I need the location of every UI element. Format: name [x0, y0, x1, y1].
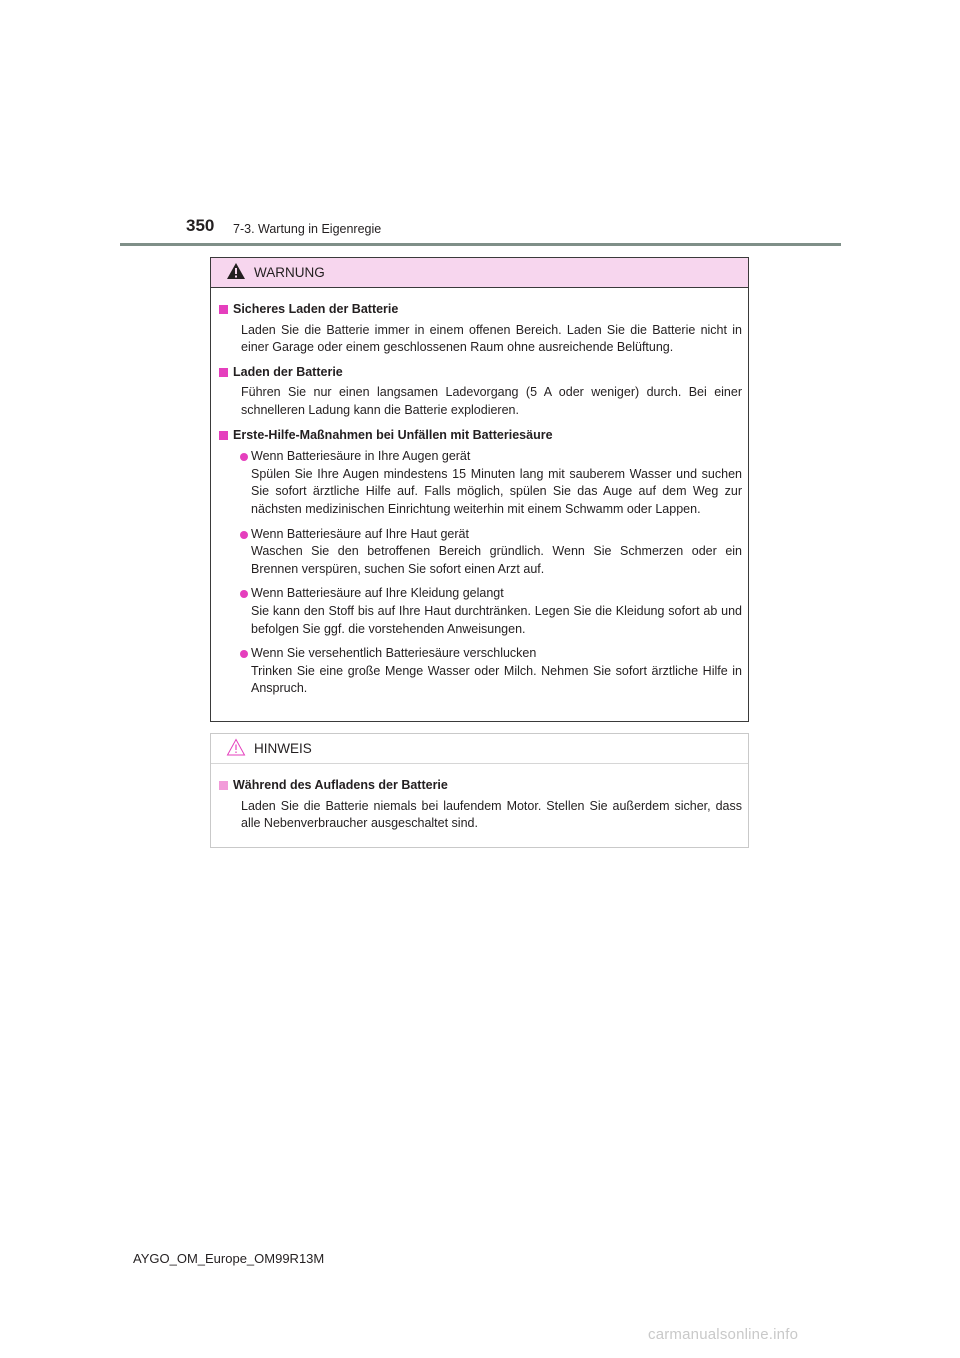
list-item: Wenn Batteriesäure in Ihre Augen gerät Spülen Sie Ihre Augen mindestens 15 Minuten lang mit sauberem Wasser und suchen Sie sofort ärztliche Hilfe auf. Falls möglich, spülen Sie das Auge auf dem Weg zur nächsten medizinischen Einrichtung weiterhin mit einem Schwamm oder Lappen. [219, 448, 742, 518]
circle-bullet-icon [240, 453, 248, 461]
square-bullet-icon [219, 781, 228, 790]
circle-bullet-icon [240, 531, 248, 539]
warning-box [210, 257, 749, 722]
warning-triangle-icon [226, 262, 246, 280]
notice-triangle-icon [226, 738, 246, 756]
square-bullet-icon [219, 368, 228, 377]
square-bullet-icon [219, 431, 228, 440]
warning-heading-2: Laden der Batterie [219, 364, 742, 382]
warning-text-1: Laden Sie die Batterie immer in einem offenen Bereich. Laden Sie die Batterie nicht in einer Garage oder einem geschlossenen Raum ohne ausreichende Belüftung. [241, 322, 742, 355]
watermark: carmanualsonline.info [648, 1326, 799, 1343]
notice-heading: Während des Aufladens der Batterie [219, 777, 742, 795]
section-title: 7-3. Wartung in Eigenregie [233, 222, 382, 236]
warning-text-2: Führen Sie nur einen langsamen Ladevorgang (5 A oder weniger) durch. Bei einer schnelleren Ladung kann die Batterie explodieren. [241, 385, 742, 417]
notice-title: HINWEIS [254, 741, 312, 756]
warning-heading-1: Sicheres Laden der Batterie [219, 301, 742, 319]
square-bullet-icon [219, 305, 228, 314]
warning-header [211, 258, 748, 288]
warning-body [211, 288, 748, 698]
notice-box [210, 733, 749, 848]
list-item: Wenn Batteriesäure auf Ihre Kleidung gelangt Sie kann den Stoff bis auf Ihre Haut durchtränken. Legen Sie die Kleidung sofort ab und befolgen Sie ggf. die vorstehenden Anweisungen. [219, 585, 742, 638]
document-id: AYGO_OM_Europe_OM99R13M [133, 1251, 325, 1266]
warning-heading-3: Erste-Hilfe-Maßnahmen bei Unfällen mit Batteriesäure [219, 427, 742, 445]
circle-bullet-icon [240, 650, 248, 658]
notice-body [211, 764, 748, 833]
list-item: Wenn Sie versehentlich Batteriesäure verschlucken Trinken Sie eine große Menge Wasser oder Milch. Nehmen Sie sofort ärztliche Hilfe in Anspruch. [219, 645, 742, 698]
notice-text: Laden Sie die Batterie niemals bei laufendem Motor. Stellen Sie außerdem sicher, dass alle Nebenverbraucher ausgeschaltet sind. [241, 798, 742, 831]
circle-bullet-icon [240, 590, 248, 598]
list-item: Wenn Batteriesäure auf Ihre Haut gerät Waschen Sie den betroffenen Bereich gründlich. Wenn Sie Schmerzen oder ein Brennen verspüren, suchen Sie sofort einen Arzt auf. [219, 526, 742, 579]
page-number: 350 [186, 216, 215, 235]
header-rule [120, 243, 841, 246]
notice-header [211, 734, 748, 764]
warning-title: WARNUNG [254, 265, 325, 280]
